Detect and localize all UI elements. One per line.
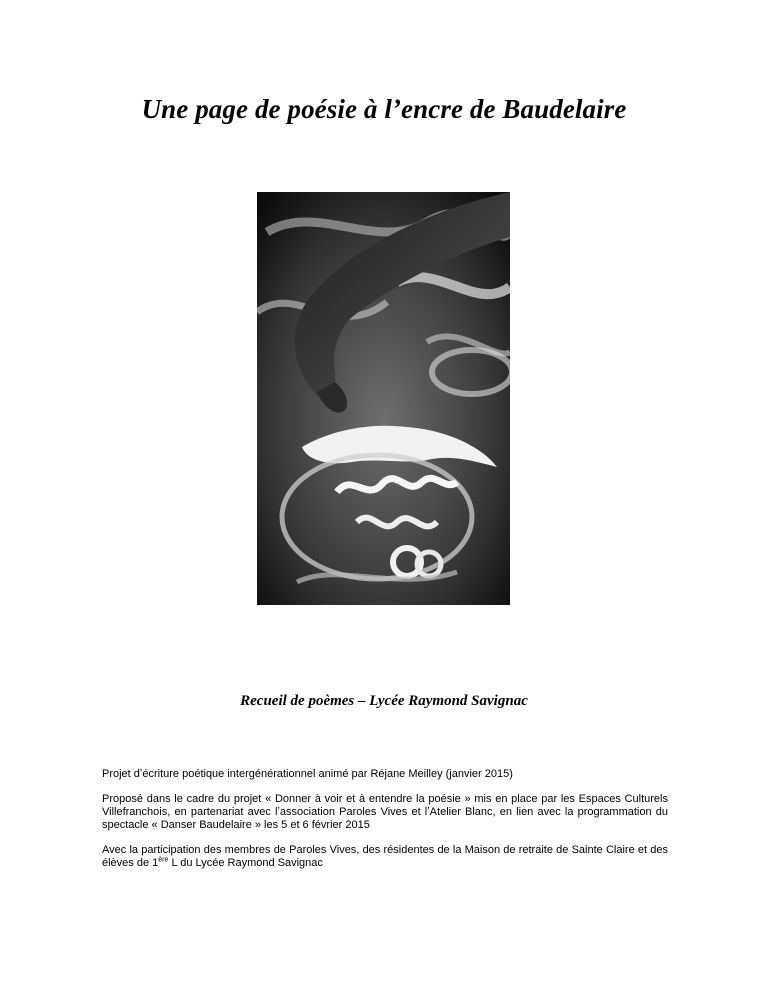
photo-hand-drawing-icon xyxy=(257,192,510,605)
project-context: Proposé dans le cadre du projet « Donner à voir et à entendre la poésie » mis en place par les Espaces Culturels Villefranchois, en partenariat avec lʼassociation Paroles Vives et lʼAtelier Blanc, en lien avec la programmation du spectacle « Danser Baudelaire » les 5 et 6 février 2015 xyxy=(102,793,668,831)
project-description: Projet dʼécriture poétique intergénérationnel animé par Réjane Meilley (janvier 2015) xyxy=(102,768,513,780)
participants-text: Avec la participation des membres de Paroles Vives, des résidentes de la Maison de retraite de Sainte Claire et des élèves de 1 xyxy=(102,844,668,869)
collection-subtitle: Recueil de poèmes – Lycée Raymond Savignac xyxy=(240,693,528,709)
ordinal-suffix: ère xyxy=(158,856,169,864)
document-title: Une page de poésie à lʼencre de Baudelaire xyxy=(141,94,627,124)
cover-photo xyxy=(257,192,510,605)
participants-text-end: L du Lycée Raymond Savignac xyxy=(168,857,323,869)
participants-paragraph xyxy=(102,844,668,870)
